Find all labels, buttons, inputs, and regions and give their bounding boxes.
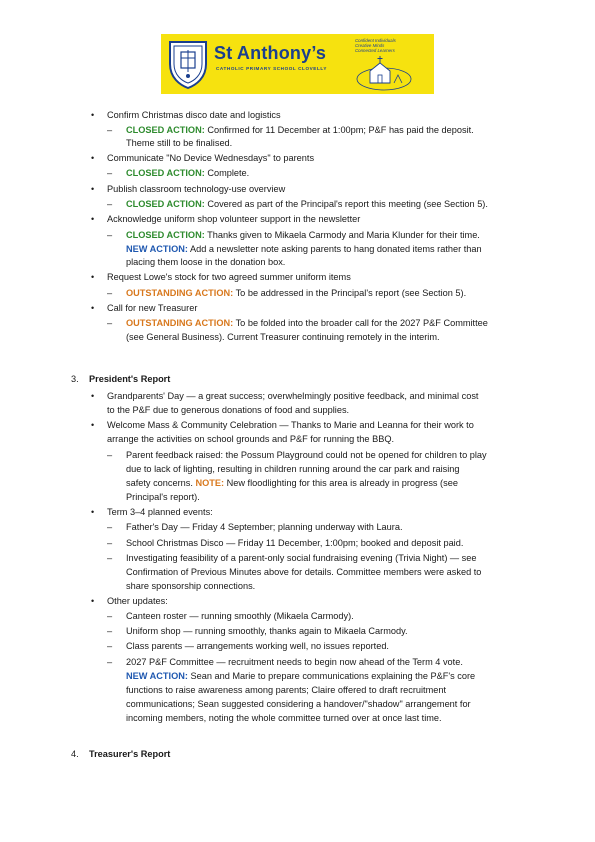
action-outcome-text: Confirmed for 11 December at 1:00pm; P&F has paid the deposit.	[204, 125, 474, 135]
dash-icon: –	[107, 288, 113, 298]
bullet-icon: •	[91, 507, 95, 517]
sub-item-continued: due to lack of lighting, resulting in children running around the car park and raising	[126, 464, 460, 474]
new-action-continued: functions to raise awareness among parents; Claire offered to draft recruitment	[126, 685, 447, 695]
sub-item: 2027 P&F Committee — recruitment needs to begin now ahead of the Term 4 vote.	[126, 657, 463, 667]
action-item-title: Acknowledge uniform shop volunteer support in the newsletter	[107, 214, 361, 224]
school-name: St Anthony’s	[214, 43, 327, 63]
outstanding-action-label: OUTSTANDING ACTION:	[126, 318, 234, 328]
sub-item-text: New floodlighting for this area is already in progress (see	[224, 478, 458, 488]
report-item-continued: to the P&F due to generous donations of food and supplies.	[107, 405, 350, 415]
bullet-icon: •	[91, 391, 95, 401]
report-item: Grandparents' Day — a great success; overwhelmingly positive feedback, and minimal cost	[107, 391, 479, 401]
bullet-icon: •	[91, 303, 95, 313]
bullet-icon: •	[91, 153, 95, 163]
sub-item-continued	[126, 478, 458, 489]
action-outcome	[126, 199, 488, 210]
closed-action-label: CLOSED ACTION:	[126, 230, 205, 240]
action-outcome-text: To be folded into the broader call for the 2027 P&F Committee	[233, 318, 488, 328]
dash-icon: –	[107, 641, 113, 651]
dash-icon: –	[107, 611, 113, 621]
dash-icon: –	[107, 318, 113, 328]
school-tagline	[355, 38, 417, 54]
dash-icon: –	[107, 553, 113, 563]
bullet-icon: •	[91, 272, 95, 282]
sub-item: Investigating feasibility of a parent-only social fundraising evening (Trivia Night) — see	[126, 553, 477, 563]
report-item: Welcome Mass & Community Celebration — Thanks to Marie and Leanna for their work to	[107, 420, 474, 430]
new-action-text: Sean and Marie to prepare communications explaining the P&F's core	[187, 671, 476, 681]
sub-item: Parent feedback raised: the Possum Playground could not be opened for children to play	[126, 450, 487, 460]
school-crest-icon	[166, 38, 210, 90]
new-action-label: NEW ACTION:	[126, 671, 188, 681]
dash-icon: –	[107, 199, 113, 209]
new-action-label: NEW ACTION:	[126, 244, 188, 254]
new-action	[126, 671, 475, 682]
church-drawing-icon	[356, 53, 414, 91]
tagline-line: Connected Learners	[355, 48, 395, 54]
action-outcome-text: Thanks given to Mikaela Carmody and Maria Klunder for their time.	[204, 230, 480, 240]
action-outcome	[126, 125, 474, 136]
new-action-continued: communications; Sean suggested considering a handover/"shadow" arrangement for	[126, 699, 471, 709]
dash-icon: –	[107, 230, 113, 240]
school-subtitle: CATHOLIC PRIMARY SCHOOL CLOVELLY	[216, 66, 327, 71]
dash-icon: –	[107, 657, 113, 667]
sub-item: Canteen roster — running smoothly (Mikaela Carmody).	[126, 611, 354, 621]
report-item: Term 3–4 planned events:	[107, 507, 213, 517]
dash-icon: –	[107, 125, 113, 135]
action-item-title: Call for new Treasurer	[107, 303, 198, 313]
sub-item: Father's Day — Friday 4 September; planning underway with Laura.	[126, 522, 403, 532]
section-heading: President's Report	[89, 374, 171, 384]
closed-action-label: CLOSED ACTION:	[126, 199, 205, 209]
dash-icon: –	[107, 168, 113, 178]
action-item-title: Communicate "No Device Wednesdays" to parents	[107, 153, 315, 163]
dash-icon: –	[107, 522, 113, 532]
action-outcome-text: Covered as part of the Principal's report this meeting (see Section 5).	[204, 199, 488, 209]
action-outcome	[126, 230, 480, 241]
dash-icon: –	[107, 450, 113, 460]
sub-item-continued: share sponsorship connections.	[126, 581, 256, 591]
bullet-icon: •	[91, 110, 95, 120]
sub-item: Class parents — arrangements working well, no issues reported.	[126, 641, 389, 651]
action-outcome-text: To be addressed in the Principal's report (see Section 5).	[233, 288, 467, 298]
closed-action-label: CLOSED ACTION:	[126, 168, 205, 178]
action-item-title: Publish classroom technology-use overview	[107, 184, 286, 194]
school-logo-banner	[161, 34, 434, 94]
dash-icon: –	[107, 538, 113, 548]
outstanding-action-label: OUTSTANDING ACTION:	[126, 288, 234, 298]
bullet-icon: •	[91, 420, 95, 430]
bullet-icon: •	[91, 214, 95, 224]
note-label: NOTE:	[195, 478, 225, 488]
dash-icon: –	[107, 626, 113, 636]
report-item: Other updates:	[107, 596, 168, 606]
new-action-text: Add a newsletter note asking parents to hang donated items rather than	[187, 244, 482, 254]
action-outcome-continued: (see General Business). Current Treasurer continuing remotely in the interim.	[126, 332, 440, 342]
section-heading: Treasurer's Report	[89, 749, 171, 759]
new-action-continued: incoming members, noting the whole committee turned over at once last time.	[126, 713, 442, 723]
bullet-icon: •	[91, 596, 95, 606]
new-action-continued: placing them loose in the donation box.	[126, 257, 286, 267]
bullet-icon: •	[91, 184, 95, 194]
action-outcome	[126, 168, 249, 179]
section-number: 3.	[71, 374, 79, 384]
action-item-title: Request Lowe's stock for two agreed summer uniform items	[107, 272, 351, 282]
tagline-line: Creative Minds	[355, 43, 385, 49]
section-number: 4.	[71, 749, 79, 759]
action-outcome-continued: Theme still to be finalised.	[126, 138, 233, 148]
action-outcome	[126, 318, 488, 329]
tagline-line: Confident Individuals	[355, 38, 396, 43]
new-action	[126, 244, 482, 255]
report-item-continued: arrange the activities on school grounds and P&F for running the BBQ.	[107, 434, 395, 444]
closed-action-label: CLOSED ACTION:	[126, 125, 205, 135]
sub-item-continued: Confirmation of Previous Minutes above for details. Committee members were asked to	[126, 567, 482, 577]
action-outcome	[126, 288, 466, 299]
sub-item-text: safety concerns.	[126, 478, 196, 488]
action-outcome-text: Complete.	[204, 168, 250, 178]
sub-item: Uniform shop — running smoothly, thanks again to Mikaela Carmody.	[126, 626, 408, 636]
sub-item: School Christmas Disco — Friday 11 December, 1:00pm; booked and deposit paid.	[126, 538, 464, 548]
sub-item-continued: Principal's report).	[126, 492, 200, 502]
action-item-title: Confirm Christmas disco date and logistics	[107, 110, 281, 120]
